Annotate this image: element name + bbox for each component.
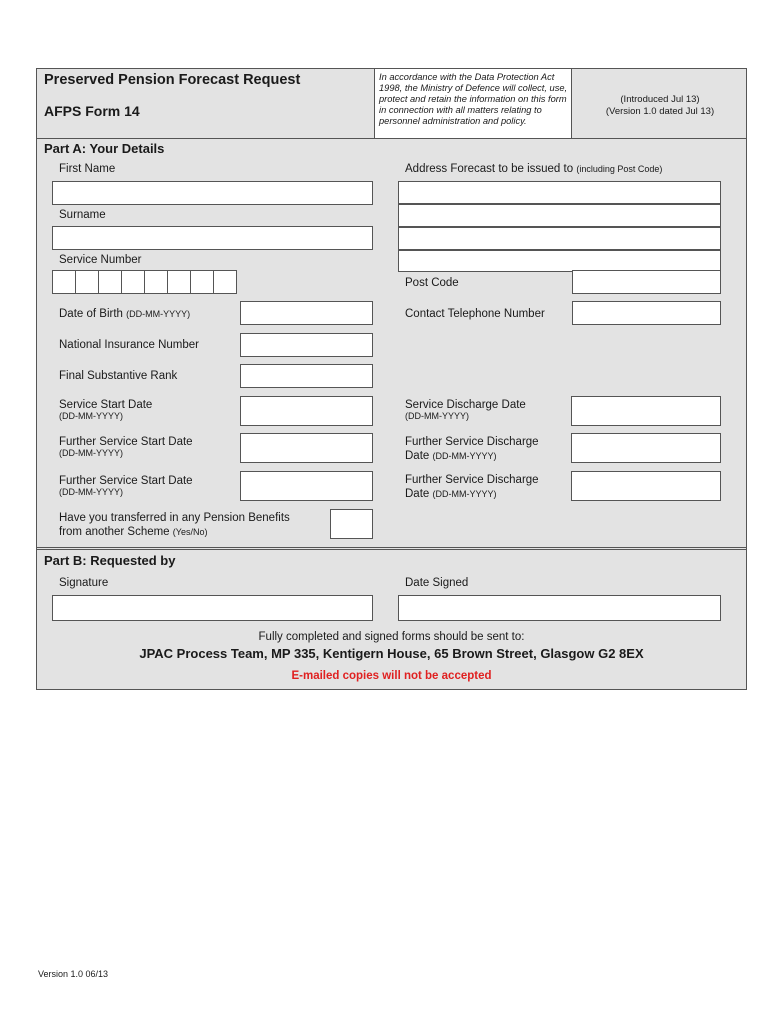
digit-divider xyxy=(121,271,122,293)
address-label-text: Address Forecast to be issued to xyxy=(405,163,574,175)
dob-format-hint: (DD-MM-YYYY) xyxy=(126,309,191,319)
form-number: AFPS Form 14 xyxy=(44,103,140,119)
telephone-label: Contact Telephone Number xyxy=(405,308,545,320)
digit-divider xyxy=(190,271,191,293)
rank-label: Final Substantive Rank xyxy=(59,370,178,382)
further-discharge-2-label xyxy=(405,473,539,501)
further-start-label xyxy=(59,436,193,458)
service-start-field[interactable] xyxy=(240,396,373,426)
post-code-label: Post Code xyxy=(405,277,459,289)
service-number-label: Service Number xyxy=(59,254,142,266)
date-signed-label: Date Signed xyxy=(405,577,469,589)
part-b-divider-2 xyxy=(37,549,746,550)
send-to-note: Fully completed and signed forms should be sent to: xyxy=(258,631,525,643)
address-line-2-field[interactable] xyxy=(398,204,721,227)
further-discharge-2-format: (DD-MM-YYYY) xyxy=(432,489,497,499)
send-to-address: JPAC Process Team, MP 335, Kentigern House, 65 Brown Street, Glasgow G2 8EX xyxy=(139,646,644,661)
discharge-format: (DD-MM-YYYY) xyxy=(405,411,469,421)
first-name-label: First Name xyxy=(59,163,116,175)
further-discharge-line-2-text: Date xyxy=(405,450,430,462)
discharge-field[interactable] xyxy=(571,396,721,426)
further-discharge-2-line-2-text: Date xyxy=(405,488,430,500)
ni-number-field[interactable] xyxy=(240,333,373,357)
date-signed-field[interactable] xyxy=(398,595,721,621)
further-discharge-format: (DD-MM-YYYY) xyxy=(432,451,497,461)
email-warning: E-mailed copies will not be accepted xyxy=(291,670,492,682)
further-discharge-label xyxy=(405,435,539,463)
further-start-2-label xyxy=(59,475,193,497)
further-discharge-2-line-2 xyxy=(405,487,539,501)
first-name-field[interactable] xyxy=(52,181,373,205)
surname-field[interactable] xyxy=(52,226,373,250)
transfer-line-1: Have you transferred in any Pension Benefits xyxy=(59,512,290,524)
further-start-text: Further Service Start Date xyxy=(59,436,193,448)
signature-label: Signature xyxy=(59,577,109,589)
part-b-heading: Part B: Requested by xyxy=(44,553,176,568)
form-title: Preserved Pension Forecast Request xyxy=(44,72,301,88)
discharge-text: Service Discharge Date xyxy=(405,399,526,411)
further-discharge-field[interactable] xyxy=(571,433,721,463)
rank-field[interactable] xyxy=(240,364,373,388)
address-line-3-field[interactable] xyxy=(398,227,721,250)
address-line-1-field[interactable] xyxy=(398,181,721,204)
further-start-format: (DD-MM-YYYY) xyxy=(59,448,123,458)
further-start-field[interactable] xyxy=(240,433,373,463)
digit-divider xyxy=(144,271,145,293)
introduced-date: (Introduced Jul 13) xyxy=(620,94,700,105)
part-b-divider xyxy=(37,547,746,548)
address-hint: (including Post Code) xyxy=(576,164,663,174)
service-start-text: Service Start Date xyxy=(59,399,153,411)
further-start-2-field[interactable] xyxy=(240,471,373,501)
part-a-heading: Part A: Your Details xyxy=(44,141,165,156)
service-start-label xyxy=(59,399,152,421)
further-discharge-line-1: Further Service Discharge xyxy=(405,436,539,448)
service-number-field[interactable] xyxy=(52,270,237,294)
transfer-line-2-text: from another Scheme xyxy=(59,526,170,538)
digit-divider xyxy=(213,271,214,293)
address-line-4-field[interactable] xyxy=(398,250,721,272)
version-dated: (Version 1.0 dated Jul 13) xyxy=(605,106,715,117)
further-start-2-text: Further Service Start Date xyxy=(59,475,193,487)
digit-divider xyxy=(98,271,99,293)
dob-label xyxy=(59,308,190,320)
transfer-hint: (Yes/No) xyxy=(172,527,208,537)
post-code-field[interactable] xyxy=(572,270,721,294)
dob-label-text: Date of Birth xyxy=(59,308,123,320)
further-start-2-format: (DD-MM-YYYY) xyxy=(59,487,123,497)
surname-label: Surname xyxy=(59,209,106,221)
ni-number-label: National Insurance Number xyxy=(59,339,199,351)
address-label xyxy=(405,163,662,175)
further-discharge-line-2 xyxy=(405,449,539,463)
transfer-label xyxy=(59,511,290,539)
transfer-line-2 xyxy=(59,525,290,539)
signature-field[interactable] xyxy=(52,595,373,621)
version-info xyxy=(574,94,746,118)
telephone-field[interactable] xyxy=(572,301,721,325)
further-discharge-2-field[interactable] xyxy=(571,471,721,501)
digit-divider xyxy=(75,271,76,293)
dob-field[interactable] xyxy=(240,301,373,325)
discharge-label xyxy=(405,399,526,421)
service-start-format: (DD-MM-YYYY) xyxy=(59,411,123,421)
footer-version: Version 1.0 06/13 xyxy=(38,969,109,979)
transfer-field[interactable] xyxy=(330,509,373,539)
further-discharge-2-line-1: Further Service Discharge xyxy=(405,474,539,486)
digit-divider xyxy=(167,271,168,293)
data-protection-text: In accordance with the Data Protection Act 1998, the Ministry of Defence will collect, use, protect and retain the information on this form in connection with all matters relating to personnel administration and policy. xyxy=(379,72,568,126)
